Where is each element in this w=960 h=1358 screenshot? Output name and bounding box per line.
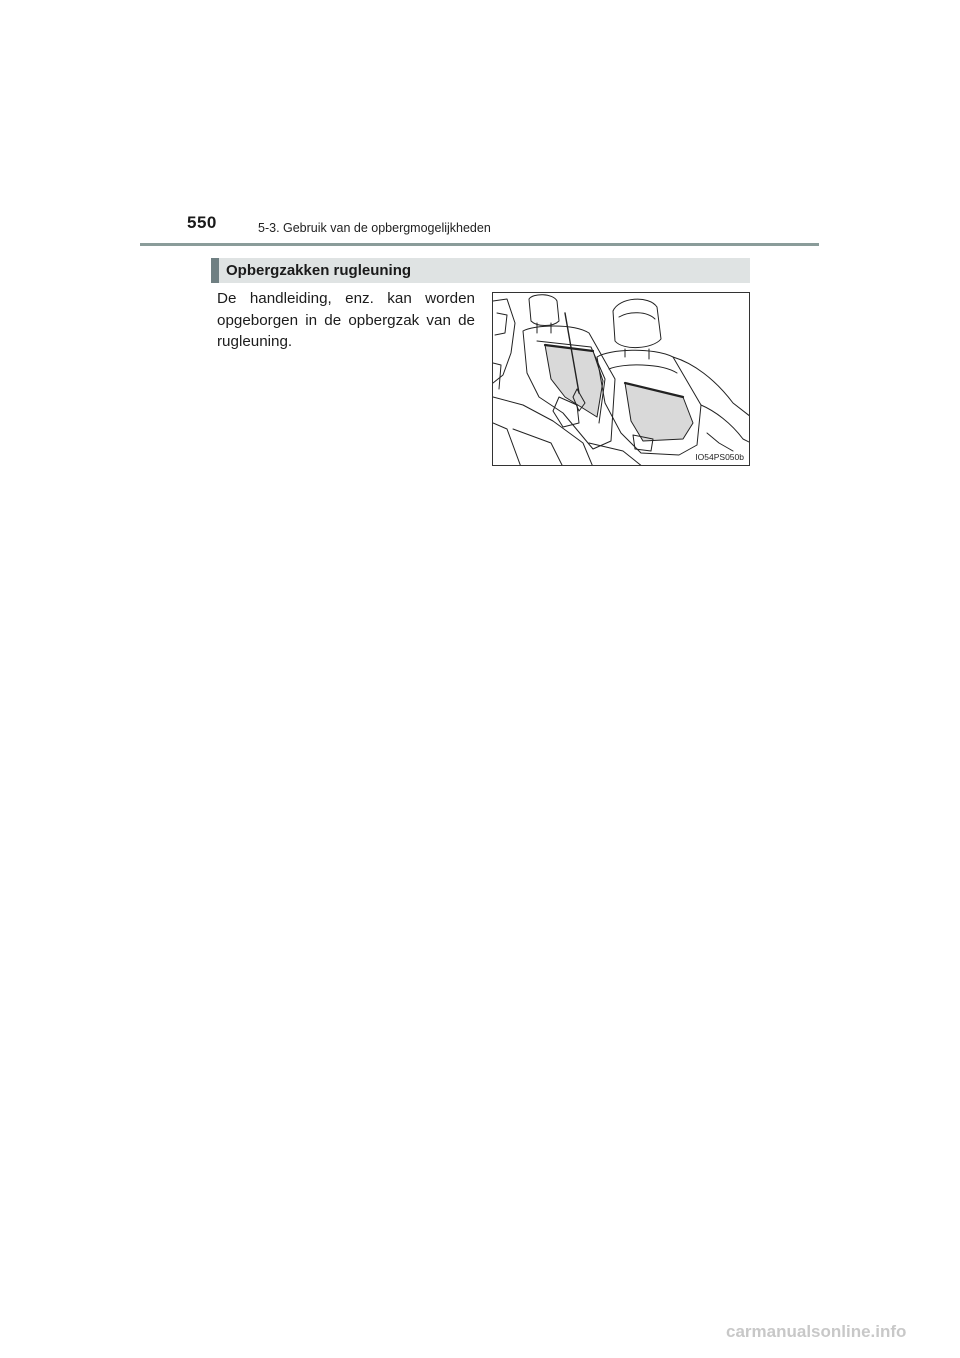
page-number: 550 (187, 213, 217, 232)
section-reference: 5-3. Gebruik van de opbergmogelijkheden (258, 221, 491, 235)
section-heading-title: Opbergzakken rugleuning (226, 262, 412, 279)
header-divider (140, 243, 819, 246)
body-paragraph: De handleiding, enz. kan worden opgeborgen in de opbergzak van de rugleuning. (217, 290, 475, 350)
seat-line-drawing (493, 293, 750, 466)
watermark: carmanualsonline.info (726, 1322, 907, 1341)
illustration-code: IO54PS050b (695, 452, 744, 462)
section-heading (211, 258, 750, 283)
seatback-pocket-illustration (492, 292, 750, 466)
heading-accent-bar (211, 258, 219, 283)
